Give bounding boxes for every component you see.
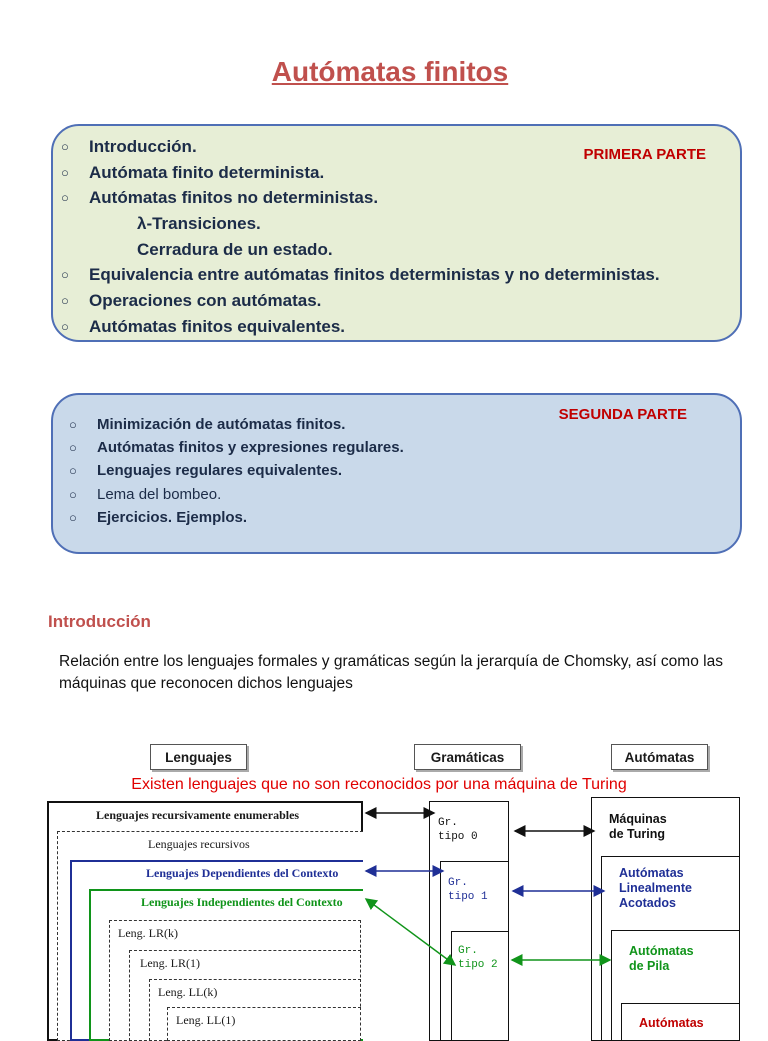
grammar-type0-label: Gr. tipo 0 <box>438 817 478 843</box>
grammar-type2-label: Gr. tipo 2 <box>458 945 498 971</box>
bullet-icon: ○ <box>61 293 69 309</box>
automata-header: Autómatas <box>611 744 708 770</box>
intro-paragraph: Relación entre los lenguajes formales y gramáticas según la jerarquía de Chomsky, así como las máquinas que reconocen dichos lenguajes <box>59 653 723 692</box>
bullet-icon: ○ <box>61 318 69 334</box>
first-part-item-text: Autómata finito determinista. <box>89 162 325 182</box>
bullet-icon: ○ <box>69 509 77 525</box>
bullet-icon: ○ <box>61 139 69 154</box>
grammar-type1-label: Gr. tipo 1 <box>448 877 488 903</box>
recursively-enumerable-label: Lenguajes recursivamente enumerables <box>96 808 300 822</box>
second-part-item-text: Lenguajes regulares equivalentes. <box>97 462 343 480</box>
bullet-icon: ○ <box>69 417 77 432</box>
lba-label: Autómatas Linealmente Acotados <box>619 866 692 910</box>
first-part-item-text: Equivalencia entre autómatas finitos deterministas y no deterministas. <box>89 265 660 285</box>
section-heading: Introducción <box>48 612 151 631</box>
first-part-item-text: Introducción. <box>89 137 197 156</box>
first-part-item-text: λ-Transiciones. <box>137 214 261 234</box>
first-part-item-text: Autómatas finitos equivalentes. <box>89 316 345 336</box>
lr1-label: Leng. LR(1) <box>140 956 200 970</box>
ll1-label: Leng. LL(1) <box>176 1013 236 1027</box>
first-part-item-text: Cerradura de un estado. <box>137 239 333 259</box>
grammars-header: Gramáticas <box>414 744 521 770</box>
finite-automata-label: Autómatas <box>639 1016 704 1030</box>
second-part-item-text: Lema del bombeo. <box>97 485 222 503</box>
first-part-tag: PRIMERA PARTE <box>583 146 706 163</box>
first-part-item-text: Autómatas finitos no deterministas. <box>89 188 379 208</box>
bullet-icon: ○ <box>69 440 77 456</box>
cf-grammar2-arrow <box>366 899 455 965</box>
bullet-icon: ○ <box>61 164 69 180</box>
context-sensitive-label: Lenguajes Dependientes del Contexto <box>146 866 339 880</box>
bullet-icon: ○ <box>61 190 69 206</box>
bullet-icon: ○ <box>69 486 77 502</box>
turing-note: Existen lenguajes que no son reconocidos por una máquina de Turing <box>131 776 627 793</box>
context-free-label: Lenguajes Independientes del Contexto <box>141 895 343 909</box>
turing-machine-label: Máquinas de Turing <box>609 812 667 841</box>
second-part-tag: SEGUNDA PARTE <box>558 406 687 423</box>
pda-label: Autómatas de Pila <box>629 944 694 973</box>
second-part-item-text: Minimización de autómatas finitos. <box>97 416 346 433</box>
languages-header: Lenguajes <box>150 744 247 770</box>
page-title: Autómatas finitos <box>271 56 509 87</box>
second-part-item-text: Ejercicios. Ejemplos. <box>97 508 248 526</box>
bullet-icon: ○ <box>61 267 69 283</box>
llk-label: Leng. LL(k) <box>158 985 218 999</box>
second-part-item-text: Autómatas finitos y expresiones regulares. <box>97 439 404 457</box>
first-part-item-text: Operaciones con autómatas. <box>89 291 322 311</box>
bullet-icon: ○ <box>69 463 77 479</box>
recursive-label: Lenguajes recursivos <box>148 837 250 851</box>
lrk-label: Leng. LR(k) <box>118 926 178 940</box>
